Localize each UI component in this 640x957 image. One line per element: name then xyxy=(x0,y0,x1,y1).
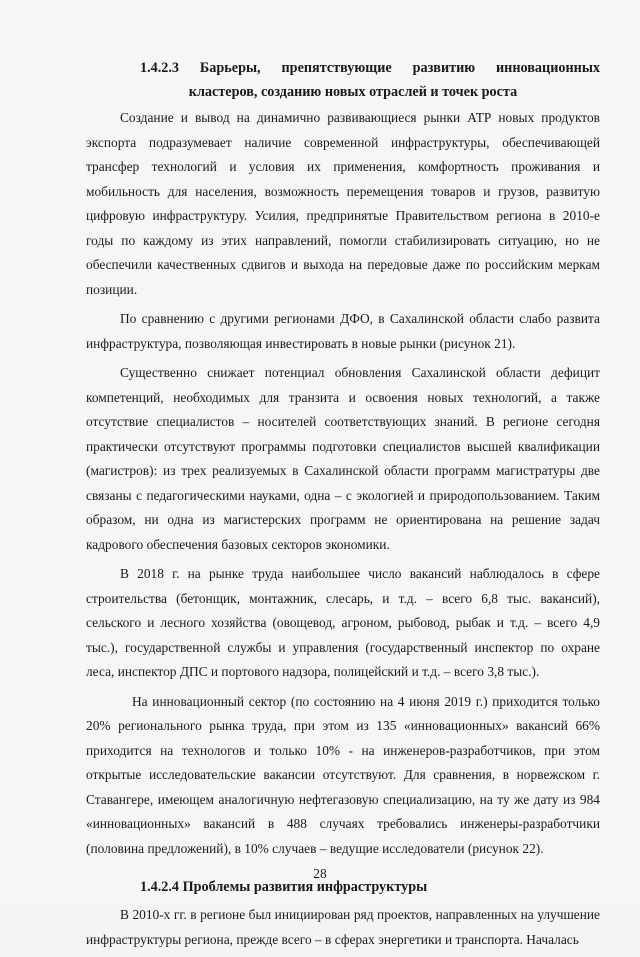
paragraph-dfo-comparison: По сравнению с другими регионами ДФО, в Сахалинской области слабо развита инфраструктура, позволяющая инвестировать в новые рынки (рисунок 21). xyxy=(86,311,600,351)
paragraph-infrastructure-projects: В 2010-х гг. в регионе был инициирован ряд проектов, направленных на улучшение инфраструктуры региона, прежде всего – в сферах энергетики и транспорта. Началась xyxy=(86,907,600,947)
section-heading-1-4-2-4: 1.4.2.4 Проблемы развития инфраструктуры xyxy=(140,879,428,895)
paragraph-innovation-sector: На инновационный сектор (по состоянию на 4 июня 2019 г.) приходится только 20% регионального рынка труда, при этом из 135 «инновационных» вакансий 66% приходится на технологов и только 10% - на инженеров-разработчиков, при этом открытые исследовательские вакансии отсутствуют. Для сравнения, в норвежском г. Ставангере, имеющем аналогичную нефтегазовую специализацию, на ту же дату из 984 «инновационных» вакансий в 488 случаях требовались инженеры-разработчики (половина предложений), в 10% случаев – ведущие исследователи (рисунок 22). xyxy=(86,693,600,856)
paragraph-competence-deficit: Существенно снижает потенциал обновления Сахалинской области дефицит компетенций, необходимых для транзита и освоения новых технологий, а также отсутствие специалистов – носителей соответствующих знаний. В регионе сегодня практически отсутствуют программы подготовки специалистов высшей квалификации (магистров): из трех реализуемых в Сахалинской области программ магистратуры две связаны с педагогическими науками, одна – с экологией и природопользованием. Таким образом, ни одна из магистерских программ не ориентирована на решение задач кадрового обеспечения базовых секторов экономики. xyxy=(86,365,600,552)
page-content xyxy=(86,56,600,957)
paragraph-infrastructure-export: Создание и вывод на динамично развивающиеся рынки АТР новых продуктов экспорта подразумевает наличие современной инфраструктуры, обеспечивающей трансфер технологий и условия их применения, комфортность проживания и мобильность для населения, возможность перемещения товаров и грузов, развитую цифровую инфраструктуру. Усилия, предпринятые Правительством региона в 2010-е годы по каждому из этих направлений, помогли стабилизировать ситуацию, но не обеспечили качественных сдвигов и выхода на передовые даже по российским меркам позиции. xyxy=(86,110,600,297)
paragraph-labor-market-2018: В 2018 г. на рынке труда наибольшее число вакансий наблюдалось в сфере строительства (бетонщик, монтажник, слесарь, и т.д. – всего 6,8 тыс. вакансий), сельского и лесного хозяйства (овощевод, агроном, рыбовод, рыбак и т.д. – всего 4,9 тыс.), государственной службы и управления (государственный инспектор по охране леса, инспектор ДПС и портового надзора, полицейский и т.д. – всего 3,8 тыс.). xyxy=(86,566,600,679)
section-heading-1-4-2-3-continued: кластеров, созданию новых отраслей и точек роста xyxy=(188,84,518,100)
section-heading-1-4-2-3: 1.4.2.3 Барьеры, препятствующие развитию инновационных xyxy=(140,60,600,76)
page-number: 28 xyxy=(313,866,327,881)
